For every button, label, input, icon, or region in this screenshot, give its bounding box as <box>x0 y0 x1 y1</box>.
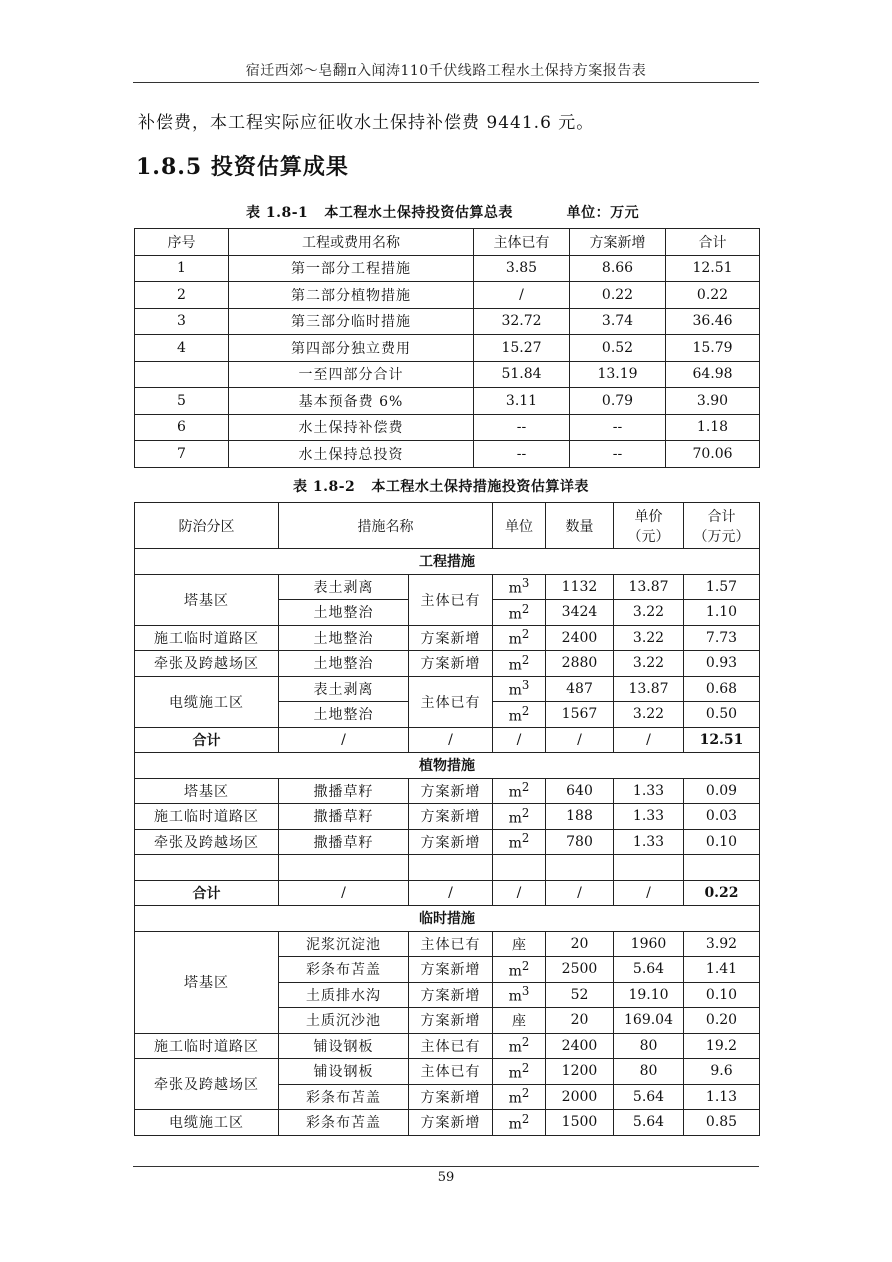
price-cell: 1960 <box>614 931 684 957</box>
unit-text: m <box>508 657 522 674</box>
header-cell: 主体已有 <box>474 229 570 256</box>
section-row <box>135 549 760 575</box>
type-cell: 主体已有 <box>409 1059 493 1085</box>
cell <box>135 361 229 388</box>
cell: 第一部分工程措施 <box>229 255 474 282</box>
unit-exponent: 3 <box>521 576 530 591</box>
unit-cell <box>493 702 546 728</box>
qty-cell: 640 <box>546 778 614 804</box>
type-cell: 方案新增 <box>409 829 493 855</box>
measure-cell: 撒播草籽 <box>279 829 409 855</box>
cell: 15.79 <box>666 335 760 362</box>
subtotal-row <box>135 727 760 753</box>
unit-exponent: 2 <box>521 958 530 973</box>
unit-cell <box>493 625 546 651</box>
measure-cell: 彩条布苫盖 <box>279 957 409 983</box>
qty-cell: 20 <box>546 931 614 957</box>
section-label: 植物措施 <box>135 753 760 779</box>
qty-cell: 2880 <box>546 651 614 677</box>
section-row <box>135 753 760 779</box>
unit-text: m <box>508 708 522 725</box>
table-row <box>135 1033 760 1059</box>
cell: 第四部分独立费用 <box>229 335 474 362</box>
table-row <box>135 651 760 677</box>
cell: 基本预备费 6% <box>229 388 474 415</box>
cell: 第三部分临时措施 <box>229 308 474 335</box>
table-row <box>135 804 760 830</box>
unit-cell <box>493 676 546 702</box>
empty-cell <box>409 855 493 881</box>
area-cell: 电缆施工区 <box>135 676 279 727</box>
qty-cell: 780 <box>546 829 614 855</box>
total-cell: 9.6 <box>684 1059 760 1085</box>
cell: -- <box>570 441 666 468</box>
header-price-line2: （元） <box>627 528 670 545</box>
qty-cell: 487 <box>546 676 614 702</box>
header-area: 防治分区 <box>135 503 279 549</box>
cell: 水土保持总投资 <box>229 441 474 468</box>
measure-cell: 撒播草籽 <box>279 804 409 830</box>
empty-cell <box>546 855 614 881</box>
total-cell: 1.13 <box>684 1084 760 1110</box>
measure-cell: 土质沉沙池 <box>279 1008 409 1034</box>
price-cell: 5.64 <box>614 1110 684 1136</box>
cell: 第二部分植物措施 <box>229 282 474 309</box>
type-cell: 方案新增 <box>409 1084 493 1110</box>
table-row <box>135 441 760 468</box>
measures-detail-table <box>134 502 760 1136</box>
table-row <box>135 1110 760 1136</box>
type-cell: 主体已有 <box>409 574 493 625</box>
qty-cell: 2400 <box>546 625 614 651</box>
total-cell: 0.03 <box>684 804 760 830</box>
measure-cell: 彩条布苫盖 <box>279 1110 409 1136</box>
unit-cell <box>493 804 546 830</box>
slash-cell: / <box>409 880 493 906</box>
unit-text: m <box>508 683 522 700</box>
price-cell: 13.87 <box>614 676 684 702</box>
cell: 3 <box>135 308 229 335</box>
cell: 3.85 <box>474 255 570 282</box>
unit-exponent: 3 <box>521 984 530 999</box>
qty-cell: 1200 <box>546 1059 614 1085</box>
cell: 0.22 <box>570 282 666 309</box>
qty-cell: 2500 <box>546 957 614 983</box>
table1-caption: 表 1.8-1 本工程水土保持投资估算总表 单位：万元 <box>246 205 640 221</box>
cell: 13.19 <box>570 361 666 388</box>
qty-cell: 2400 <box>546 1033 614 1059</box>
qty-cell: 188 <box>546 804 614 830</box>
cell: 7 <box>135 441 229 468</box>
total-cell: 0.68 <box>684 676 760 702</box>
measure-cell: 泥浆沉淀池 <box>279 931 409 957</box>
unit-cell <box>493 778 546 804</box>
unit-text: m <box>508 632 522 649</box>
total-cell: 7.73 <box>684 625 760 651</box>
unit-exponent: 2 <box>521 1086 530 1101</box>
table-row <box>135 931 760 957</box>
header-cell: 工程或费用名称 <box>229 229 474 256</box>
qty-cell: 3424 <box>546 600 614 626</box>
cell: 3.74 <box>570 308 666 335</box>
unit-cell <box>493 829 546 855</box>
header-cell: 合计 <box>666 229 760 256</box>
unit-cell <box>493 600 546 626</box>
total-label: 合计 <box>135 727 279 753</box>
empty-cell <box>279 855 409 881</box>
measure-cell: 铺设钢板 <box>279 1033 409 1059</box>
qty-cell: 1500 <box>546 1110 614 1136</box>
table-row <box>135 676 760 702</box>
type-cell: 方案新增 <box>409 957 493 983</box>
header-divider <box>133 82 759 83</box>
table-row <box>135 388 760 415</box>
unit-text: m <box>508 785 522 802</box>
measure-cell: 撒播草籽 <box>279 778 409 804</box>
cell: 一至四部分合计 <box>229 361 474 388</box>
unit-exponent: 2 <box>521 1035 530 1050</box>
header-cell: 方案新增 <box>570 229 666 256</box>
type-cell: 方案新增 <box>409 1110 493 1136</box>
table-row <box>135 282 760 309</box>
table2-caption: 表 1.8-2 本工程水土保持措施投资估算详表 <box>293 479 589 495</box>
header-total-line2: （万元） <box>693 528 750 545</box>
cell: 5 <box>135 388 229 415</box>
page-number: 59 <box>437 1170 455 1185</box>
unit-exponent: 2 <box>521 627 530 642</box>
cell: 32.72 <box>474 308 570 335</box>
type-cell: 方案新增 <box>409 778 493 804</box>
unit-cell <box>493 931 546 957</box>
price-cell: 19.10 <box>614 982 684 1008</box>
table-row <box>135 414 760 441</box>
header-unit: 单位 <box>493 503 546 549</box>
qty-cell: 20 <box>546 1008 614 1034</box>
subtotal-value: 0.22 <box>684 880 760 906</box>
body-paragraph: 补偿费，本工程实际应征收水土保持补偿费 9441.6 元。 <box>138 113 595 133</box>
unit-text: m <box>508 606 522 623</box>
table-header-row <box>135 229 760 256</box>
area-cell: 牵张及跨越场区 <box>135 829 279 855</box>
unit-cell <box>493 1084 546 1110</box>
area-cell: 施工临时道路区 <box>135 625 279 651</box>
header-total-line1: 合计 <box>707 508 736 525</box>
total-cell: 0.93 <box>684 651 760 677</box>
unit-cell <box>493 957 546 983</box>
subtotal-row <box>135 880 760 906</box>
price-cell: 13.87 <box>614 574 684 600</box>
unit-cell <box>493 1008 546 1034</box>
header-cell: 序号 <box>135 229 229 256</box>
section-row <box>135 906 760 932</box>
area-cell: 施工临时道路区 <box>135 804 279 830</box>
header-measure: 措施名称 <box>279 503 493 549</box>
cell: 64.98 <box>666 361 760 388</box>
slash-cell: / <box>546 880 614 906</box>
total-cell: 1.41 <box>684 957 760 983</box>
slash-cell: / <box>493 880 546 906</box>
header-price-line1: 单价 <box>634 508 663 525</box>
total-cell: 0.20 <box>684 1008 760 1034</box>
unit-cell <box>493 651 546 677</box>
measure-cell: 表土剥离 <box>279 574 409 600</box>
type-cell: 方案新增 <box>409 625 493 651</box>
cell: 15.27 <box>474 335 570 362</box>
price-cell: 3.22 <box>614 651 684 677</box>
unit-text: 座 <box>512 1014 526 1031</box>
table-row <box>135 255 760 282</box>
price-cell: 1.33 <box>614 829 684 855</box>
price-cell: 80 <box>614 1033 684 1059</box>
type-cell: 主体已有 <box>409 931 493 957</box>
header-total <box>684 503 760 549</box>
section-label: 工程措施 <box>135 549 760 575</box>
price-cell: 169.04 <box>614 1008 684 1034</box>
unit-cell <box>493 1059 546 1085</box>
qty-cell: 1132 <box>546 574 614 600</box>
cell: -- <box>570 414 666 441</box>
table-row <box>135 308 760 335</box>
cell: 3.90 <box>666 388 760 415</box>
cell: 8.66 <box>570 255 666 282</box>
header-price <box>614 503 684 549</box>
table-row <box>135 361 760 388</box>
measure-cell: 彩条布苫盖 <box>279 1084 409 1110</box>
type-cell: 主体已有 <box>409 676 493 727</box>
table-row <box>135 1059 760 1085</box>
cell: 0.79 <box>570 388 666 415</box>
empty-row <box>135 855 760 881</box>
total-cell: 0.09 <box>684 778 760 804</box>
area-cell: 施工临时道路区 <box>135 1033 279 1059</box>
price-cell: 5.64 <box>614 957 684 983</box>
unit-text: 座 <box>512 937 526 954</box>
cell: 6 <box>135 414 229 441</box>
cell: 4 <box>135 335 229 362</box>
measure-cell: 土地整治 <box>279 600 409 626</box>
cell: 1 <box>135 255 229 282</box>
price-cell: 1.33 <box>614 804 684 830</box>
cell: 12.51 <box>666 255 760 282</box>
empty-cell <box>614 855 684 881</box>
unit-text: m <box>508 1116 522 1133</box>
cell: 3.11 <box>474 388 570 415</box>
section-label: 临时措施 <box>135 906 760 932</box>
measure-cell: 铺设钢板 <box>279 1059 409 1085</box>
qty-cell: 52 <box>546 982 614 1008</box>
unit-text: m <box>508 1040 522 1057</box>
type-cell: 主体已有 <box>409 1033 493 1059</box>
unit-text: m <box>508 989 522 1006</box>
cell: / <box>474 282 570 309</box>
total-cell: 0.10 <box>684 829 760 855</box>
slash-cell: / <box>493 727 546 753</box>
slash-cell: / <box>614 880 684 906</box>
cell: -- <box>474 441 570 468</box>
investment-summary-table <box>134 228 760 468</box>
cell: 0.52 <box>570 335 666 362</box>
table-row <box>135 829 760 855</box>
total-cell: 19.2 <box>684 1033 760 1059</box>
unit-text: m <box>508 1065 522 1082</box>
price-cell: 5.64 <box>614 1084 684 1110</box>
area-cell: 塔基区 <box>135 931 279 1033</box>
unit-exponent: 2 <box>521 780 530 795</box>
type-cell: 方案新增 <box>409 651 493 677</box>
unit-exponent: 2 <box>521 1060 530 1075</box>
unit-text: m <box>508 810 522 827</box>
slash-cell: / <box>409 727 493 753</box>
cell: 水土保持补偿费 <box>229 414 474 441</box>
type-cell: 方案新增 <box>409 982 493 1008</box>
type-cell: 方案新增 <box>409 804 493 830</box>
cell: 70.06 <box>666 441 760 468</box>
qty-cell: 1567 <box>546 702 614 728</box>
cell: 36.46 <box>666 308 760 335</box>
measure-cell: 土地整治 <box>279 651 409 677</box>
cell: 2 <box>135 282 229 309</box>
total-cell: 3.92 <box>684 931 760 957</box>
qty-cell: 2000 <box>546 1084 614 1110</box>
unit-exponent: 2 <box>521 601 530 616</box>
area-cell: 电缆施工区 <box>135 1110 279 1136</box>
total-label: 合计 <box>135 880 279 906</box>
unit-cell <box>493 982 546 1008</box>
cell: 0.22 <box>666 282 760 309</box>
slash-cell: / <box>614 727 684 753</box>
unit-cell <box>493 1110 546 1136</box>
unit-text: m <box>508 963 522 980</box>
unit-exponent: 3 <box>521 678 530 693</box>
unit-text: m <box>508 1091 522 1108</box>
table-row <box>135 625 760 651</box>
document-header: 宿迁西郊～皂翻π入闻涛110千伏线路工程水土保持方案报告表 <box>245 63 647 79</box>
empty-cell <box>135 855 279 881</box>
measure-cell: 土质排水沟 <box>279 982 409 1008</box>
measure-cell: 土地整治 <box>279 702 409 728</box>
unit-exponent: 2 <box>521 652 530 667</box>
unit-cell <box>493 1033 546 1059</box>
unit-text: m <box>508 836 522 853</box>
table-header-row <box>135 503 760 549</box>
price-cell: 1.33 <box>614 778 684 804</box>
cell: 51.84 <box>474 361 570 388</box>
slash-cell: / <box>279 880 409 906</box>
empty-cell <box>493 855 546 881</box>
table-row <box>135 778 760 804</box>
total-cell: 1.57 <box>684 574 760 600</box>
footer-divider <box>133 1166 759 1167</box>
total-cell: 0.85 <box>684 1110 760 1136</box>
total-cell: 0.50 <box>684 702 760 728</box>
subtotal-value: 12.51 <box>684 727 760 753</box>
unit-text: m <box>508 581 522 598</box>
slash-cell: / <box>279 727 409 753</box>
section-title: 1.8.5 投资估算成果 <box>136 154 349 180</box>
cell: -- <box>474 414 570 441</box>
unit-exponent: 2 <box>521 831 530 846</box>
area-cell: 牵张及跨越场区 <box>135 1059 279 1110</box>
total-cell: 1.10 <box>684 600 760 626</box>
table-row <box>135 574 760 600</box>
slash-cell: / <box>546 727 614 753</box>
price-cell: 3.22 <box>614 702 684 728</box>
header-qty: 数量 <box>546 503 614 549</box>
unit-exponent: 2 <box>521 1111 530 1126</box>
price-cell: 80 <box>614 1059 684 1085</box>
total-cell: 0.10 <box>684 982 760 1008</box>
area-cell: 塔基区 <box>135 778 279 804</box>
price-cell: 3.22 <box>614 625 684 651</box>
price-cell: 3.22 <box>614 600 684 626</box>
empty-cell <box>684 855 760 881</box>
type-cell: 方案新增 <box>409 1008 493 1034</box>
area-cell: 牵张及跨越场区 <box>135 651 279 677</box>
measure-cell: 表土剥离 <box>279 676 409 702</box>
table-row <box>135 335 760 362</box>
unit-cell <box>493 574 546 600</box>
measure-cell: 土地整治 <box>279 625 409 651</box>
cell: 1.18 <box>666 414 760 441</box>
unit-exponent: 2 <box>521 703 530 718</box>
unit-exponent: 2 <box>521 805 530 820</box>
area-cell: 塔基区 <box>135 574 279 625</box>
